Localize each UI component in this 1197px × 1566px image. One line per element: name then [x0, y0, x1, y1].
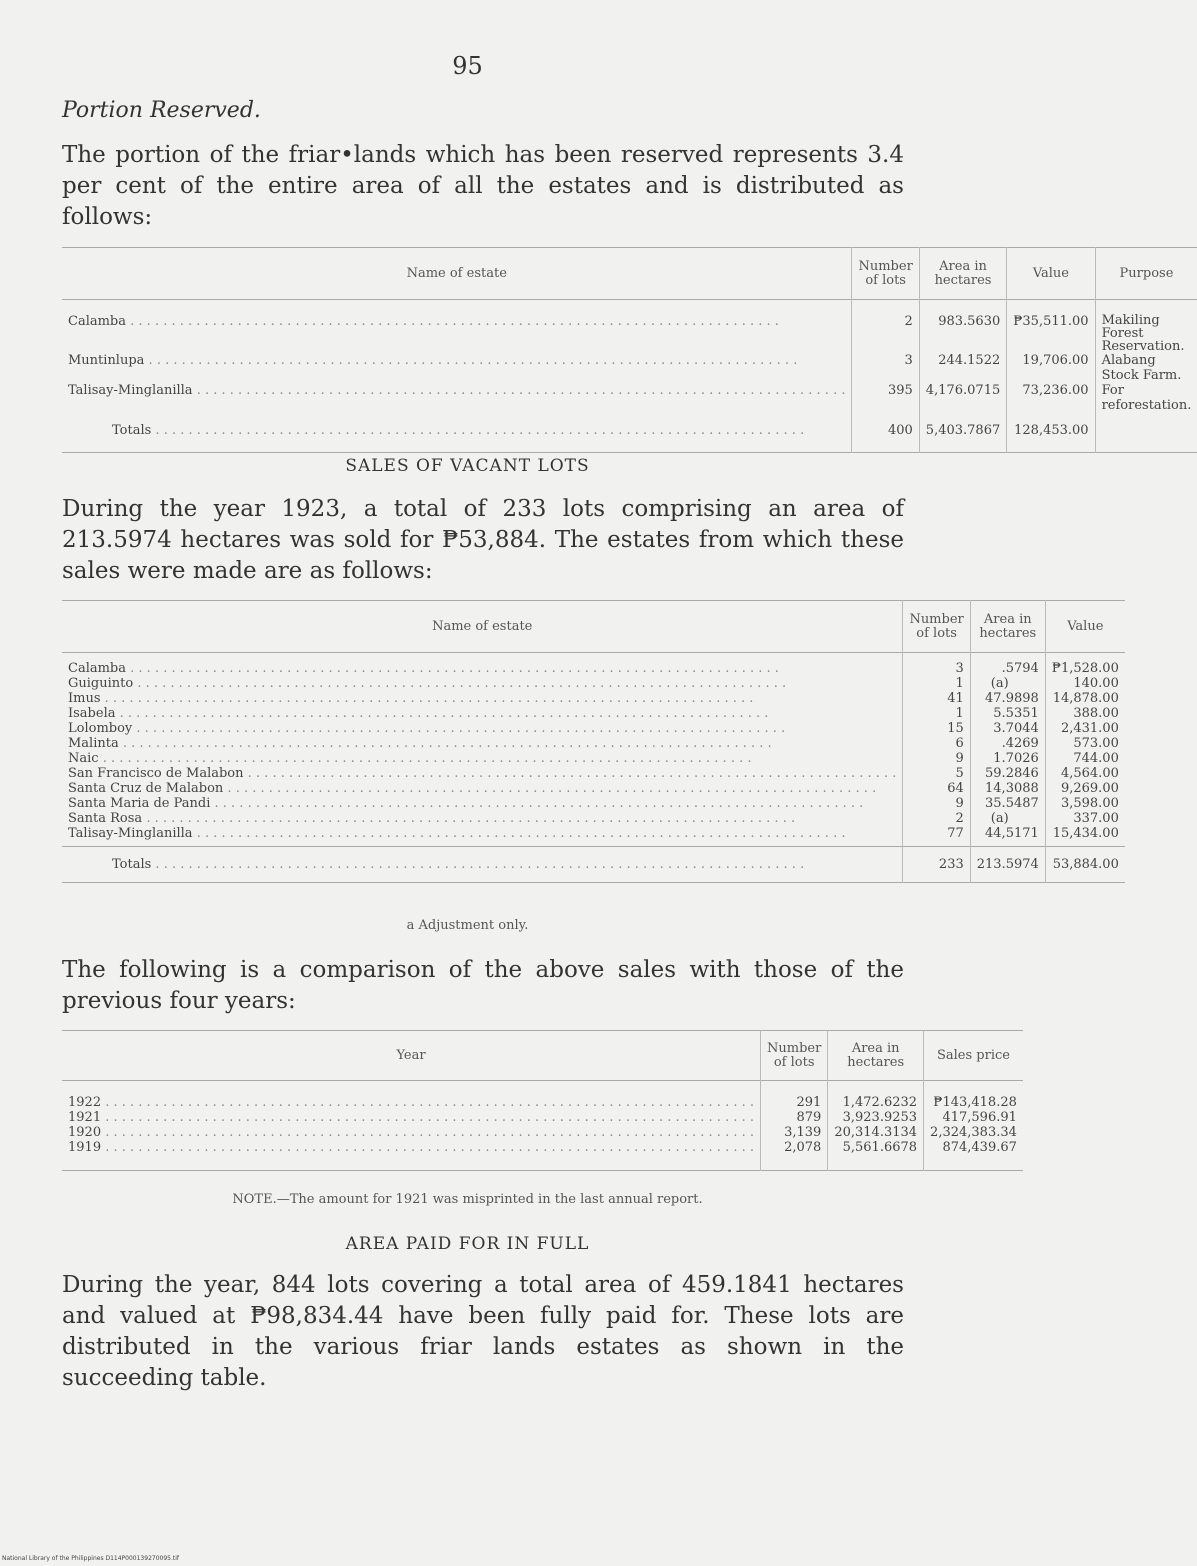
col-header-estate: Name of estate — [62, 248, 852, 300]
purpose-cell: Makiling Forest Reservation. — [1101, 312, 1185, 354]
col-header-area: Area in hectares — [828, 1031, 924, 1081]
value-cell: ₱1,528.00 — [1051, 660, 1119, 676]
purpose-cell: For reforestation. — [1101, 382, 1192, 413]
lots-cell: 64 — [903, 781, 970, 796]
area-cell: .5794 — [970, 661, 1045, 676]
table-row — [62, 781, 1125, 796]
area-cell: 47.9898 — [970, 691, 1045, 706]
price-cell: 2,324,383.34 — [930, 1124, 1017, 1140]
estate-name: Guiguinto . . . — [62, 676, 903, 691]
paragraph-area: During the year, 844 lots covering a total area of 459.1841 hectares and valued at ₱98,834.44 have been fully paid for. These lots are distributed in the various friar lands estates as shown in the succeeding table. — [62, 1272, 904, 1391]
col-header-area: Area in hectares — [970, 601, 1045, 653]
year-cell: 1921 . . . — [62, 1110, 761, 1125]
lots-cell: 6 — [903, 736, 970, 751]
value-cell: 744.00 — [1073, 750, 1119, 766]
area-cell: 5,403.7867 — [919, 423, 1006, 453]
lots-cell: 3 — [852, 353, 919, 383]
table-row — [62, 314, 1197, 353]
col-header-estate: Name of estate — [62, 601, 903, 653]
table-row — [62, 691, 1125, 706]
year-cell: 1919 . . . — [62, 1140, 761, 1155]
value-cell: 73,236.00 — [1007, 383, 1095, 413]
value-cell: 3,598.00 — [1060, 795, 1119, 811]
value-cell: 388.00 — [1073, 705, 1119, 721]
lots-cell: 15 — [903, 721, 970, 736]
estate-name: Muntinlupa . . . — [62, 353, 852, 383]
lots-cell: 3 — [903, 661, 970, 676]
price-cell: 417,596.91 — [942, 1109, 1017, 1125]
price-cell: 874,439.67 — [942, 1139, 1017, 1155]
col-header-lots: Number of lots — [903, 601, 970, 653]
estate-name: Malinta . . . — [62, 736, 903, 751]
paragraph-reserved: The portion of the friar•lands which has been reserved represents 3.4 per cent of the entire area of all the estates and is distributed as follows: — [62, 142, 904, 230]
area-cell: 3.7044 — [970, 721, 1045, 736]
lots-cell: 1 — [903, 676, 970, 691]
col-header-lots: Number of lots — [852, 248, 919, 300]
lots-cell: 395 — [852, 383, 919, 413]
col-header-purpose: Purpose — [1119, 265, 1174, 281]
value-cell: 140.00 — [1073, 675, 1119, 691]
totals-label: Totals . . . — [62, 847, 903, 883]
table-row — [62, 661, 1125, 676]
table-row — [62, 811, 1125, 826]
area-cell: 983.5630 — [919, 314, 1006, 353]
table-row — [62, 676, 1125, 691]
comparison-table — [62, 1030, 1023, 1171]
area-cell: 5,561.6678 — [828, 1140, 924, 1155]
lots-cell: 291 — [761, 1095, 828, 1110]
area-cell: .4269 — [970, 736, 1045, 751]
area-cell: 244.1522 — [919, 353, 1006, 383]
area-cell: 3,923.9253 — [828, 1110, 924, 1125]
col-header-lots: Number of lots — [761, 1031, 828, 1081]
table-row — [62, 721, 1125, 736]
totals-label: Totals . . . — [62, 423, 852, 453]
area-cell: 1.7026 — [970, 751, 1045, 766]
table-row — [62, 706, 1125, 721]
area-cell: 20,314.3134 — [828, 1125, 924, 1140]
col-header-price: Sales price — [936, 1047, 1010, 1063]
value-cell: 2,431.00 — [1060, 720, 1119, 736]
value-cell: ₱35,511.00 — [1007, 314, 1095, 353]
area-cell: 59.2846 — [970, 766, 1045, 781]
col-header-value: Value — [1007, 248, 1095, 300]
year-cell: 1920 . . . — [62, 1125, 761, 1140]
estate-name: Santa Maria de Pandi . . . — [62, 796, 903, 811]
estate-name: Talisay-Minglanilla . . . — [62, 826, 903, 841]
area-cell: 5.5351 — [970, 706, 1045, 721]
area-cell: 1,472.6232 — [828, 1095, 924, 1110]
table-row — [62, 751, 1125, 766]
table-row — [62, 1125, 1023, 1140]
table-row — [62, 766, 1125, 781]
lots-cell: 41 — [903, 691, 970, 706]
area-cell: 44,5171 — [970, 826, 1045, 841]
value-cell: 15,434.00 — [1052, 825, 1119, 841]
totals-row — [62, 423, 1197, 453]
sales-table — [62, 600, 1125, 883]
value-cell: 19,706.00 — [1007, 353, 1095, 383]
table-row — [62, 1140, 1023, 1155]
estate-name: Naic . . . — [62, 751, 903, 766]
table-row — [62, 353, 1197, 383]
estate-name: Santa Rosa . . . — [62, 811, 903, 826]
area-cell: 14,3088 — [970, 781, 1045, 796]
table-row — [62, 826, 1125, 841]
paragraph-sales: During the year 1923, a total of 233 lots comprising an area of 213.5974 hectares was sold for ₱53,884. The estates from which these sales were made are as follows: — [62, 496, 904, 584]
section-title: Portion Reserved. — [62, 98, 261, 123]
lots-cell: 9 — [903, 796, 970, 811]
value-cell: 573.00 — [1073, 735, 1119, 751]
estate-name: Calamba . . . — [62, 314, 852, 353]
value-cell: 14,878.00 — [1052, 690, 1119, 706]
value-cell: 337.00 — [1073, 810, 1119, 826]
paragraph-comparison: The following is a comparison of the above sales with those of the previous four years: — [62, 957, 904, 1014]
table-row — [62, 383, 1197, 413]
table-row — [62, 1110, 1023, 1125]
price-cell: ₱143,418.28 — [933, 1094, 1017, 1110]
col-header-area: Area in hectares — [919, 248, 1006, 300]
lots-cell: 400 — [852, 423, 919, 453]
lots-cell: 2 — [852, 314, 919, 353]
page-number: 95 — [452, 52, 483, 80]
value-cell: 128,453.00 — [1007, 423, 1095, 453]
estate-name: San Francisco de Malabon . . . — [62, 766, 903, 781]
table-row — [62, 1095, 1023, 1110]
reserved-table — [62, 247, 1197, 453]
area-heading: AREA PAID FOR IN FULL — [345, 1234, 590, 1254]
estate-name: Lolomboy . . . — [62, 721, 903, 736]
area-cell: (a) — [970, 811, 1045, 826]
value-cell: 4,564.00 — [1060, 765, 1119, 781]
lots-cell: 77 — [903, 826, 970, 841]
estate-name: Santa Cruz de Malabon . . . — [62, 781, 903, 796]
lots-cell: 2,078 — [761, 1140, 828, 1155]
sales-heading: SALES OF VACANT LOTS — [345, 456, 590, 476]
footer-credit: National Library of the Philippines D114P000139270095.tif — [2, 1555, 180, 1562]
lots-cell: 879 — [761, 1110, 828, 1125]
estate-name: Isabela . . . — [62, 706, 903, 721]
footnote: a Adjustment only. — [406, 918, 529, 933]
area-cell: 4,176.0715 — [919, 383, 1006, 413]
estate-name: Calamba . . . — [62, 661, 903, 676]
lots-cell: 233 — [903, 847, 970, 883]
area-cell: (a) — [970, 676, 1045, 691]
area-cell: 213.5974 — [970, 847, 1045, 883]
lots-cell: 5 — [903, 766, 970, 781]
estate-name: Imus . . . — [62, 691, 903, 706]
year-cell: 1922 . . . — [62, 1095, 761, 1110]
lots-cell: 9 — [903, 751, 970, 766]
table-row — [62, 796, 1125, 811]
note: NOTE.—The amount for 1921 was misprinted in the last annual report. — [232, 1192, 703, 1207]
purpose-cell: Alabang Stock Farm. — [1101, 352, 1182, 383]
col-header-year: Year — [62, 1031, 761, 1081]
lots-cell: 3,139 — [761, 1125, 828, 1140]
totals-row — [62, 847, 1125, 883]
lots-cell: 1 — [903, 706, 970, 721]
value-cell: 9,269.00 — [1060, 780, 1119, 796]
area-cell: 35.5487 — [970, 796, 1045, 811]
lots-cell: 2 — [903, 811, 970, 826]
col-header-value: Value — [1067, 618, 1104, 634]
table-row — [62, 736, 1125, 751]
estate-name: Talisay-Minglanilla . . . — [62, 383, 852, 413]
value-cell: 53,884.00 — [1052, 857, 1119, 872]
